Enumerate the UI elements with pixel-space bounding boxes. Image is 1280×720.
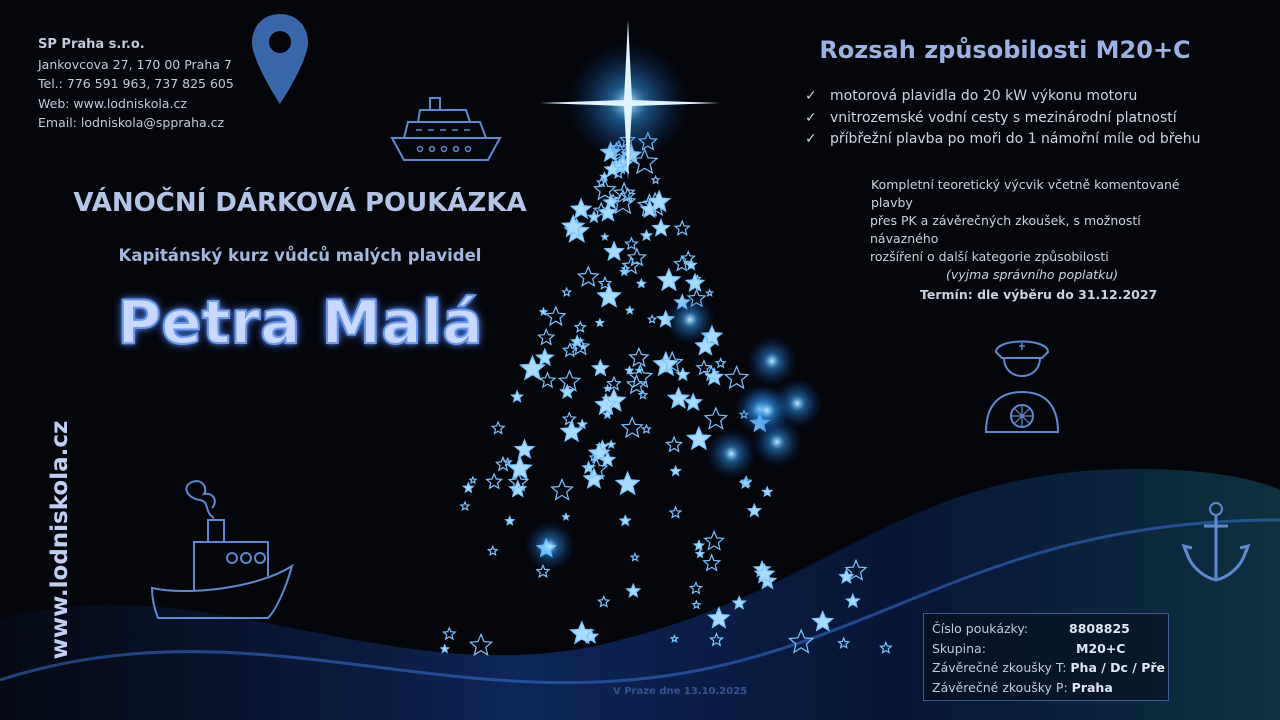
company-info <box>38 35 234 133</box>
exam-t-value: Pha / Dc / Pře <box>1070 660 1166 675</box>
scope-list <box>805 86 1201 151</box>
tree-star <box>622 418 642 437</box>
tree-star <box>512 391 523 402</box>
tree-star <box>444 628 456 639</box>
tree-star <box>608 441 615 448</box>
tree-star <box>461 502 469 510</box>
tree-star <box>578 420 587 428</box>
tree-star <box>675 221 689 235</box>
scope-item: ✓ motorová plavidla do 20 kW výkonu motoru <box>805 86 1201 108</box>
tree-star <box>627 584 640 596</box>
cruise-ship-icon <box>390 94 502 164</box>
tree-star <box>599 596 610 606</box>
tree-star <box>668 388 689 408</box>
tree-star <box>748 504 761 516</box>
tree-star <box>693 601 700 608</box>
star-glow <box>742 385 792 435</box>
tree-star <box>470 634 491 654</box>
tree-star <box>620 516 630 526</box>
tree-star <box>648 316 655 323</box>
tree-star <box>515 440 534 458</box>
tree-star <box>630 348 649 366</box>
group-value: M20+C <box>1076 640 1126 656</box>
recipient-name: Petra Malá <box>117 288 483 358</box>
tree-star <box>688 427 711 449</box>
tree-star <box>705 532 724 550</box>
tree-star <box>631 554 638 561</box>
check-icon: ✓ <box>805 109 817 126</box>
tree-star <box>563 413 575 425</box>
scope-item: ✓ vnitrozemské vodní cesty s mezinárodní platností <box>805 108 1201 130</box>
course-name: Kapitánský kurz vůdců malých plavidel <box>118 246 482 265</box>
tree-star <box>763 487 772 496</box>
company-email: Email: lodniskola@sppraha.cz <box>38 115 225 130</box>
course-description: Kompletní teoretický výcvik včetně komentované plavby přes PK a závěrečných zkoušek, s možností návazného rozšíření o další kategorie způsobilosti (vyjma správního poplatku) <box>870 176 1200 284</box>
company-address: Jankovcova 27, 170 00 Praha 7 <box>38 56 232 72</box>
voucher-info-box <box>923 613 1169 701</box>
tree-star <box>642 425 650 433</box>
tree-star <box>652 176 659 183</box>
website-vertical: www.lodniskola.cz <box>47 420 73 660</box>
tree-star <box>725 367 748 389</box>
tree-star <box>492 422 504 433</box>
tree-star <box>667 437 682 451</box>
steamboat-icon <box>148 478 298 623</box>
tree-star <box>686 274 704 291</box>
tree-star <box>487 474 502 488</box>
star-glow <box>665 295 715 345</box>
tree-star <box>705 408 727 429</box>
tree-star <box>622 265 629 272</box>
tree-star <box>559 371 580 391</box>
tree-star <box>671 466 680 475</box>
company-web: Web: www.lodniskola.cz <box>38 95 187 111</box>
map-pin-icon <box>250 12 310 106</box>
voucher-title: VÁNOČNÍ DÁRKOVÁ POUKÁZKA <box>73 188 527 218</box>
tree-star <box>696 550 704 557</box>
tree-star <box>563 514 569 520</box>
tree-star <box>626 367 633 374</box>
tree-star <box>694 541 704 550</box>
tree-star <box>605 242 624 260</box>
tree-star <box>441 645 449 652</box>
term: Termín: dle výběru do 31.12.2027 <box>920 287 1158 302</box>
exam-t-label: Závěrečné zkoušky T: <box>932 660 1067 675</box>
tree-star <box>653 220 670 236</box>
tree-star <box>716 359 725 367</box>
check-icon: ✓ <box>805 131 817 147</box>
exam-p-value: Praha <box>1071 679 1113 695</box>
tree-star <box>464 483 474 492</box>
tree-star <box>707 290 713 296</box>
tree-star <box>506 517 514 525</box>
tree-star <box>641 230 651 240</box>
star-glow <box>747 336 797 386</box>
tree-star <box>592 360 608 375</box>
anchor-icon <box>1180 500 1252 584</box>
tree-star <box>704 555 720 570</box>
star-glow <box>706 429 756 479</box>
tree-star <box>670 507 681 517</box>
voucher-number: 8808825 <box>1069 621 1130 636</box>
fee-note: (vyjma správního poplatku) <box>946 267 1119 282</box>
exam-p-label: Závěrečné zkoušky P: <box>932 679 1068 695</box>
star-glow <box>525 521 575 571</box>
tree-star <box>602 234 608 240</box>
tree-star <box>552 480 573 500</box>
check-icon: ✓ <box>805 88 817 104</box>
tree-star <box>626 307 633 314</box>
tree-star <box>697 361 711 375</box>
captain-icon <box>982 330 1062 434</box>
tree-star <box>629 365 652 387</box>
company-phone: Tel.: 776 591 963, 737 825 605 <box>38 76 234 91</box>
scope-heading: Rozsah způsobilosti M20+C <box>819 36 1191 64</box>
tree-star <box>488 546 497 554</box>
tree-star <box>626 238 638 249</box>
voucher-number-label: Číslo poukázky: <box>932 621 1029 636</box>
tree-star <box>578 267 598 286</box>
tree-star <box>658 269 680 290</box>
group-label: Skupina: <box>932 640 986 656</box>
company-name: SP Praha s.r.o. <box>38 37 145 52</box>
issue-date: V Praze dne 13.10.2025 <box>613 686 748 697</box>
tree-star <box>690 583 701 594</box>
tree-star <box>540 373 555 387</box>
tree-star <box>616 472 639 494</box>
tree-star <box>637 279 645 287</box>
scope-item: ✓ příbřežní plavba po moři do 1 námořní míle od břehu <box>805 129 1201 151</box>
tree-star <box>470 477 476 483</box>
